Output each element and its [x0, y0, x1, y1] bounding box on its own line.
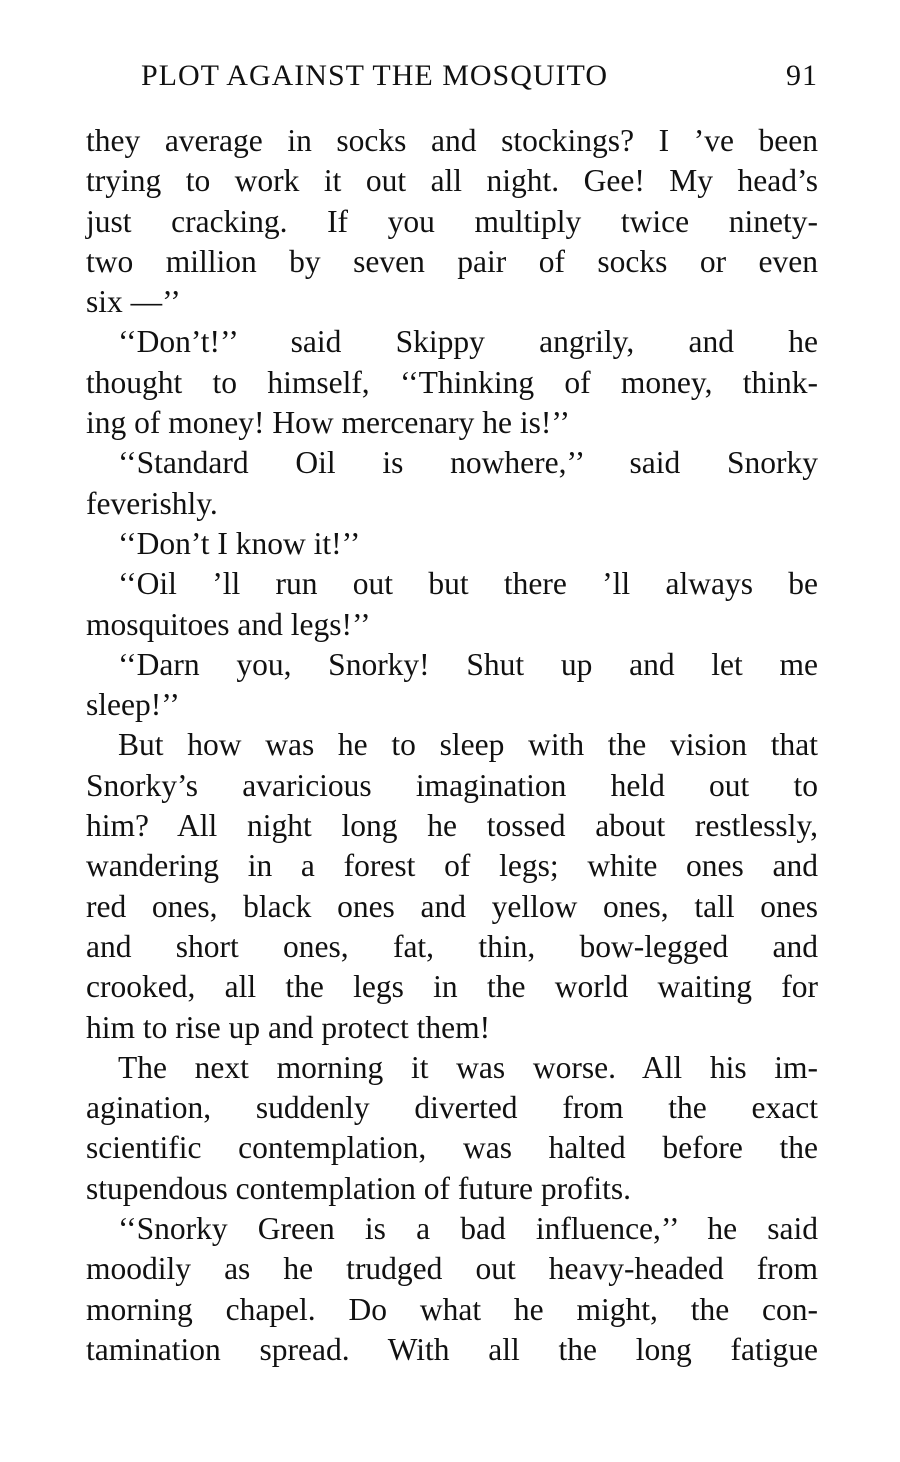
text-line: ‘‘Darn you, Snorky! Shut up and let me [118, 646, 818, 682]
text-line: feverishly. [86, 485, 218, 521]
text-line: ing of money! How mercenary he is!’’ [86, 405, 570, 441]
text-line: ‘‘Standard Oil is nowhere,’’ said Snorky [118, 445, 818, 481]
text-line: wandering in a forest of legs; white ones and [86, 848, 818, 884]
paragraph [86, 443, 818, 524]
running-head [86, 52, 818, 100]
text-line: mosquitoes and legs!’’ [86, 606, 371, 642]
paragraph [86, 725, 818, 1047]
text-line: him to rise up and protect them! [86, 1009, 491, 1045]
text-line: morning chapel. Do what he might, the con- [86, 1291, 818, 1327]
text-line: trying to work it out all night. Gee! My head’s [86, 163, 818, 199]
paragraph [86, 1048, 818, 1209]
paragraph [86, 121, 818, 322]
text-line: crooked, all the legs in the world waiting for [86, 969, 818, 1005]
text-line: agination, suddenly diverted from the exact [86, 1090, 818, 1126]
paragraph [86, 1209, 818, 1370]
text-line: him? All night long he tossed about restlessly, [86, 808, 818, 844]
paragraph [86, 564, 818, 645]
text-line: But how was he to sleep with the vision that [118, 727, 818, 763]
text-line: and short ones, fat, thin, bow-legged and [86, 928, 818, 964]
page-number: 91 [786, 59, 818, 92]
paragraph [86, 322, 818, 443]
text-line: thought to himself, ‘‘Thinking of money, think- [86, 364, 818, 400]
body-text [86, 121, 818, 1370]
text-line: ‘‘Don’t I know it!’’ [118, 525, 361, 561]
paragraph [86, 524, 818, 564]
text-line: six —’’ [86, 284, 181, 320]
text-line: sleep!’’ [86, 687, 180, 723]
text-line: Snorky’s avaricious imagination held out to [86, 767, 818, 803]
text-line: scientific contemplation, was halted before the [86, 1130, 818, 1166]
paragraph [86, 645, 818, 726]
text-line: moodily as he trudged out heavy-headed from [86, 1251, 818, 1287]
text-line: they average in socks and stockings? I ’ve been [86, 123, 818, 158]
text-line: ‘‘Snorky Green is a bad influence,’’ he said [118, 1211, 818, 1247]
text-line: ‘‘Oil ’ll run out but there ’ll always be [118, 566, 818, 602]
text-line: stupendous contemplation of future profits. [86, 1170, 632, 1206]
text-line: two million by seven pair of socks or even [86, 243, 818, 279]
text-line: ‘‘Don’t!’’ said Skippy angrily, and he [118, 324, 818, 360]
text-line: red ones, black ones and yellow ones, tall ones [86, 888, 818, 924]
text-line: tamination spread. With all the long fatigue [86, 1331, 818, 1367]
text-line: just cracking. If you multiply twice ninety- [86, 203, 818, 239]
running-title: PLOT AGAINST THE MOSQUITO [141, 59, 608, 92]
text-line: The next morning it was worse. All his im- [118, 1049, 818, 1085]
